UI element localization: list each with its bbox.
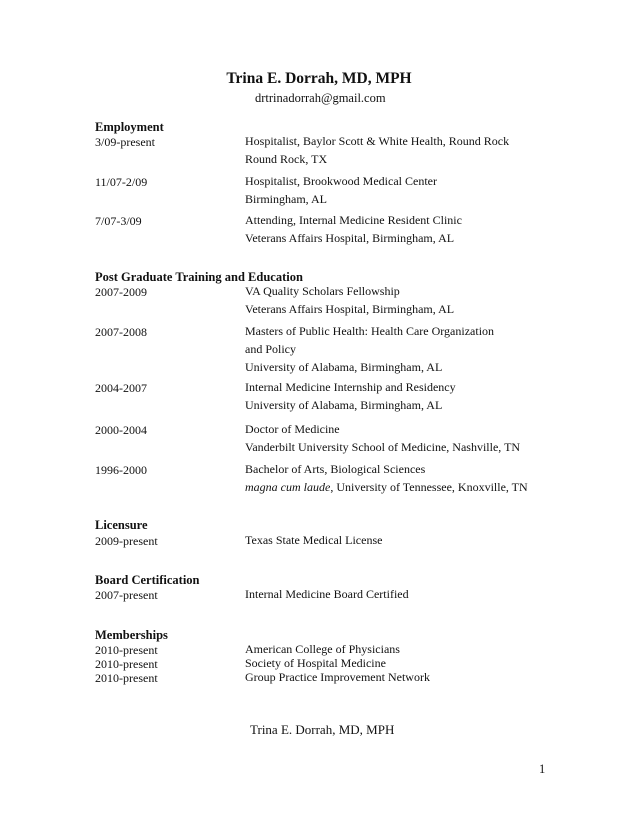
entry-detail: Internal Medicine Board Certified [245,587,409,601]
entry-date: 2007-present [95,588,158,602]
entry-detail: Attending, Internal Medicine Resident Clinic Veterans Affairs Hospital, Birmingham, AL [245,213,462,245]
entry-detail: Bachelor of Arts, Biological Sciences magna cum laude, University of Tennessee, Knoxville, TN [245,462,528,494]
entry-detail: Internal Medicine Internship and Residency University of Alabama, Birmingham, AL [245,380,456,412]
entry-detail: Doctor of Medicine Vanderbilt University School of Medicine, Nashville, TN [245,422,521,454]
entry-date: 2000-2004 [95,423,147,437]
entry-detail: American College of Physicians [245,642,400,656]
footer-name: Trina E. Dorrah, MD, MPH [250,722,395,737]
page-number: 1 [539,762,546,776]
entry-date: 2004-2007 [95,381,147,395]
entry-detail: Group Practice Improvement Network [245,670,430,684]
entry-date: 2007-2008 [95,325,147,339]
entry-detail: Society of Hospital Medicine [245,656,386,670]
cv-email: drtrinadorrah@gmail.com [255,91,386,105]
entry-date: 11/07-2/09 [95,175,148,189]
section-heading-licensure: Licensure [95,518,148,532]
section-heading-memberships: Memberships [95,628,168,642]
entry-date: 2007-2009 [95,285,147,299]
section-heading-education: Post Graduate Training and Education [95,270,303,284]
entry-detail: Hospitalist, Brookwood Medical Center Birmingham, AL [245,174,437,206]
entry-date: 2009-present [95,534,158,548]
entry-date: 1996-2000 [95,463,147,477]
entry-date: 7/07-3/09 [95,214,142,228]
entry-date: 2010-present [95,671,158,685]
honor-text: magna cum laude [245,480,331,494]
entry-date: 3/09-present [95,135,155,149]
entry-detail: Texas State Medical License [245,533,383,547]
section-heading-employment: Employment [95,120,164,134]
cv-name: Trina E. Dorrah, MD, MPH [226,70,412,87]
section-heading-board-certification: Board Certification [95,573,200,587]
entry-detail: Masters of Public Health: Health Care Organization and Policy University of Alabama, Birmingham, AL [245,324,495,374]
entry-detail: VA Quality Scholars Fellowship Veterans Affairs Hospital, Birmingham, AL [245,284,455,316]
entry-detail: Hospitalist, Baylor Scott & White Health, Round Rock Round Rock, TX [245,134,510,166]
entry-date: 2010-present [95,657,158,671]
entry-date: 2010-present [95,643,158,657]
